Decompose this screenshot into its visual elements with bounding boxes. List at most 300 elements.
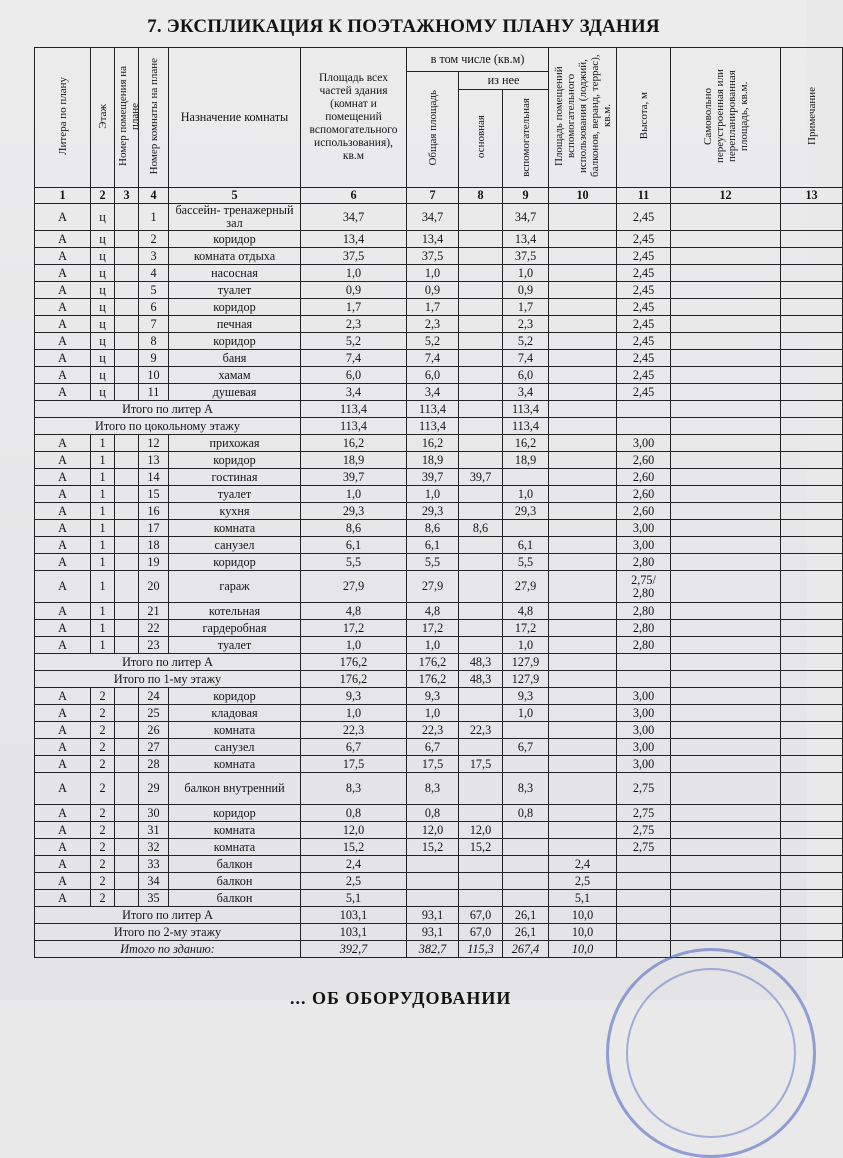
total-area: 176,2 (301, 654, 407, 671)
cell-aux-area: 17,2 (503, 620, 549, 637)
cell-floor: 1 (91, 520, 115, 537)
cell-main-area (459, 637, 503, 654)
cell-balcony-area (549, 722, 617, 739)
cell-general-area: 6,1 (407, 537, 459, 554)
total-unauthorized (671, 907, 781, 924)
cell-floor: 2 (91, 739, 115, 756)
cell-room-number: 34 (139, 873, 169, 890)
total-label: Итого по 2-му этажу (35, 924, 301, 941)
cell-note (781, 316, 843, 333)
cell-main-area (459, 204, 503, 231)
cell-unauthorized (671, 204, 781, 231)
cell-litera: А (35, 350, 91, 367)
cell-aux-area: 16,2 (503, 435, 549, 452)
cell-balcony-area (549, 637, 617, 654)
table-row (35, 537, 843, 554)
column-number: 2 (91, 188, 115, 204)
cell-balcony-area (549, 603, 617, 620)
cell-floor: ц (91, 299, 115, 316)
cell-area: 17,2 (301, 620, 407, 637)
column-number: 1 (35, 188, 91, 204)
cell-premise-number (115, 350, 139, 367)
cell-balcony-area (549, 620, 617, 637)
cell-premise-number (115, 316, 139, 333)
cell-premise-number (115, 839, 139, 856)
cell-floor: 2 (91, 839, 115, 856)
cell-area: 18,9 (301, 452, 407, 469)
cell-floor: 2 (91, 856, 115, 873)
cell-height: 3,00 (617, 520, 671, 537)
total-aux-area: 26,1 (503, 924, 549, 941)
cell-note (781, 554, 843, 571)
cell-room-purpose: балкон (169, 873, 301, 890)
cell-general-area: 5,2 (407, 333, 459, 350)
cell-height: 2,45 (617, 367, 671, 384)
header-main-area: основная (459, 90, 503, 188)
cell-floor: 1 (91, 537, 115, 554)
table-row (35, 620, 843, 637)
table-row (35, 333, 843, 350)
cell-room-number: 29 (139, 773, 169, 805)
total-balcony-area (549, 401, 617, 418)
cell-room-purpose: комната (169, 756, 301, 773)
cell-unauthorized (671, 435, 781, 452)
cell-premise-number (115, 265, 139, 282)
cell-note (781, 603, 843, 620)
total-unauthorized (671, 924, 781, 941)
cell-height: 2,75 (617, 822, 671, 839)
cell-unauthorized (671, 839, 781, 856)
total-height (617, 418, 671, 435)
total-note (781, 401, 843, 418)
total-main-area (459, 418, 503, 435)
cell-premise-number (115, 739, 139, 756)
cell-litera: А (35, 637, 91, 654)
cell-premise-number (115, 756, 139, 773)
table-row (35, 367, 843, 384)
cell-general-area: 27,9 (407, 571, 459, 603)
table-row (35, 856, 843, 873)
cell-main-area (459, 873, 503, 890)
total-unauthorized (671, 401, 781, 418)
cell-litera: А (35, 248, 91, 265)
total-general-area: 382,7 (407, 941, 459, 958)
cell-general-area: 1,0 (407, 705, 459, 722)
cell-height: 2,80 (617, 554, 671, 571)
table-row (35, 890, 843, 907)
cell-balcony-area (549, 839, 617, 856)
header-height: Высота, м (617, 48, 671, 188)
cell-height: 2,80 (617, 603, 671, 620)
cell-aux-area: 4,8 (503, 603, 549, 620)
cell-balcony-area (549, 486, 617, 503)
cell-floor: ц (91, 333, 115, 350)
cell-room-purpose: кладовая (169, 705, 301, 722)
cell-room-purpose: комната (169, 822, 301, 839)
cell-aux-area: 0,8 (503, 805, 549, 822)
table-row (35, 265, 843, 282)
cell-main-area (459, 503, 503, 520)
cell-premise-number (115, 503, 139, 520)
cell-room-purpose: коридор (169, 805, 301, 822)
total-aux-area: 127,9 (503, 654, 549, 671)
cell-area: 2,3 (301, 316, 407, 333)
total-height (617, 941, 671, 958)
cell-premise-number (115, 384, 139, 401)
cell-area: 4,8 (301, 603, 407, 620)
total-balcony-area (549, 671, 617, 688)
cell-room-purpose: комната (169, 839, 301, 856)
cell-unauthorized (671, 620, 781, 637)
cell-litera: А (35, 688, 91, 705)
cell-area: 9,3 (301, 688, 407, 705)
cell-note (781, 805, 843, 822)
cell-aux-area: 0,9 (503, 282, 549, 299)
table-row (35, 873, 843, 890)
cell-balcony-area (549, 469, 617, 486)
total-height (617, 654, 671, 671)
cell-general-area: 17,5 (407, 756, 459, 773)
cell-note (781, 722, 843, 739)
cell-premise-number (115, 520, 139, 537)
total-note (781, 671, 843, 688)
cell-unauthorized (671, 333, 781, 350)
cell-floor: ц (91, 316, 115, 333)
cell-litera: А (35, 299, 91, 316)
cell-unauthorized (671, 265, 781, 282)
cell-room-purpose: гараж (169, 571, 301, 603)
total-area: 392,7 (301, 941, 407, 958)
table-row (35, 350, 843, 367)
cell-main-area (459, 603, 503, 620)
total-aux-area: 127,9 (503, 671, 549, 688)
cell-room-number: 35 (139, 890, 169, 907)
cell-floor: 1 (91, 486, 115, 503)
cell-aux-area: 6,7 (503, 739, 549, 756)
cell-main-area (459, 282, 503, 299)
header-note: Примечание (781, 48, 843, 188)
cell-area: 6,0 (301, 367, 407, 384)
table-row (35, 722, 843, 739)
cell-litera: А (35, 756, 91, 773)
cell-premise-number (115, 299, 139, 316)
table-body (35, 204, 843, 958)
cell-balcony-area (549, 805, 617, 822)
cell-floor: 1 (91, 637, 115, 654)
cell-premise-number (115, 603, 139, 620)
cell-room-number: 16 (139, 503, 169, 520)
table-row (35, 469, 843, 486)
cell-aux-area: 6,0 (503, 367, 549, 384)
cell-height: 2,45 (617, 333, 671, 350)
total-balcony-area (549, 418, 617, 435)
cell-unauthorized (671, 722, 781, 739)
cell-main-area (459, 265, 503, 282)
cell-aux-area: 1,7 (503, 299, 549, 316)
cell-general-area: 8,3 (407, 773, 459, 805)
cell-litera: А (35, 469, 91, 486)
cell-general-area: 1,0 (407, 486, 459, 503)
total-area: 176,2 (301, 671, 407, 688)
cell-balcony-area (549, 299, 617, 316)
cell-premise-number (115, 722, 139, 739)
column-number: 12 (671, 188, 781, 204)
cell-balcony-area (549, 316, 617, 333)
cell-unauthorized (671, 554, 781, 571)
total-balcony-area: 10,0 (549, 924, 617, 941)
cell-room-purpose: коридор (169, 554, 301, 571)
table-row (35, 503, 843, 520)
cell-aux-area: 29,3 (503, 503, 549, 520)
total-label: Итого по литер А (35, 401, 301, 418)
cell-note (781, 688, 843, 705)
cell-floor: 2 (91, 873, 115, 890)
cell-premise-number (115, 204, 139, 231)
cell-general-area: 29,3 (407, 503, 459, 520)
table-row (35, 316, 843, 333)
column-number: 10 (549, 188, 617, 204)
cell-aux-area: 1,0 (503, 705, 549, 722)
cell-floor: 1 (91, 452, 115, 469)
cell-unauthorized (671, 248, 781, 265)
cell-floor: 1 (91, 503, 115, 520)
cell-height: 2,60 (617, 469, 671, 486)
cell-room-purpose: печная (169, 316, 301, 333)
cell-unauthorized (671, 316, 781, 333)
cell-balcony-area (549, 705, 617, 722)
cell-balcony-area: 2,4 (549, 856, 617, 873)
cell-aux-area (503, 520, 549, 537)
cell-room-purpose: бассейн- тренажерный зал (169, 204, 301, 231)
cell-premise-number (115, 469, 139, 486)
cell-room-number: 5 (139, 282, 169, 299)
cell-area: 37,5 (301, 248, 407, 265)
cell-floor: ц (91, 265, 115, 282)
cell-floor: 2 (91, 822, 115, 839)
cell-balcony-area: 2,5 (549, 873, 617, 890)
header-room-number: Номер комнаты на плане (139, 48, 169, 188)
cell-premise-number (115, 620, 139, 637)
cell-room-purpose: туалет (169, 637, 301, 654)
cell-general-area: 1,0 (407, 265, 459, 282)
cell-room-number: 15 (139, 486, 169, 503)
cell-room-number: 17 (139, 520, 169, 537)
cell-room-purpose: балкон внутренний (169, 773, 301, 805)
cell-floor: 1 (91, 571, 115, 603)
cell-general-area: 8,6 (407, 520, 459, 537)
total-row (35, 401, 843, 418)
cell-balcony-area (549, 204, 617, 231)
cell-general-area: 1,0 (407, 637, 459, 654)
cell-general-area: 2,3 (407, 316, 459, 333)
cell-litera: А (35, 435, 91, 452)
cell-balcony-area (549, 554, 617, 571)
cell-unauthorized (671, 571, 781, 603)
cell-general-area: 17,2 (407, 620, 459, 637)
total-note (781, 907, 843, 924)
cell-note (781, 452, 843, 469)
column-number: 7 (407, 188, 459, 204)
cell-height (617, 856, 671, 873)
cell-general-area: 12,0 (407, 822, 459, 839)
total-general-area: 176,2 (407, 671, 459, 688)
cell-general-area: 0,8 (407, 805, 459, 822)
cell-room-number: 3 (139, 248, 169, 265)
total-area: 103,1 (301, 924, 407, 941)
cell-main-area (459, 384, 503, 401)
cell-room-number: 14 (139, 469, 169, 486)
cell-unauthorized (671, 299, 781, 316)
cell-litera: А (35, 822, 91, 839)
cell-premise-number (115, 890, 139, 907)
cell-litera: А (35, 554, 91, 571)
cell-general-area: 39,7 (407, 469, 459, 486)
cell-room-purpose: котельная (169, 603, 301, 620)
cell-aux-area: 1,0 (503, 265, 549, 282)
cell-main-area (459, 773, 503, 805)
cell-room-number: 1 (139, 204, 169, 231)
cell-height: 2,45 (617, 316, 671, 333)
cell-litera: А (35, 620, 91, 637)
cell-balcony-area (549, 367, 617, 384)
cell-note (781, 503, 843, 520)
page-title: 7. ЭКСПЛИКАЦИЯ К ПОЭТАЖНОМУ ПЛАНУ ЗДАНИЯ (147, 16, 660, 37)
header-general-area: Общая площадь (407, 72, 459, 188)
cell-height: 2,60 (617, 452, 671, 469)
cell-height: 2,80 (617, 637, 671, 654)
total-main-area (459, 401, 503, 418)
cell-room-purpose: комната отдыха (169, 248, 301, 265)
cell-room-purpose: баня (169, 350, 301, 367)
cell-area: 8,6 (301, 520, 407, 537)
cell-room-number: 4 (139, 265, 169, 282)
cell-area: 1,0 (301, 486, 407, 503)
cell-litera: А (35, 384, 91, 401)
table-row (35, 571, 843, 603)
total-note (781, 418, 843, 435)
table-row (35, 486, 843, 503)
table-row (35, 756, 843, 773)
cell-aux-area: 7,4 (503, 350, 549, 367)
cell-premise-number (115, 282, 139, 299)
cell-main-area (459, 333, 503, 350)
column-number: 6 (301, 188, 407, 204)
cell-main-area (459, 350, 503, 367)
cell-area: 7,4 (301, 350, 407, 367)
cell-room-number: 11 (139, 384, 169, 401)
cell-height (617, 873, 671, 890)
cell-room-purpose: коридор (169, 231, 301, 248)
cell-room-number: 7 (139, 316, 169, 333)
total-height (617, 907, 671, 924)
total-area: 113,4 (301, 418, 407, 435)
cell-litera: А (35, 282, 91, 299)
cell-area: 15,2 (301, 839, 407, 856)
cell-height: 2,45 (617, 265, 671, 282)
cell-area: 1,0 (301, 265, 407, 282)
cell-unauthorized (671, 805, 781, 822)
cell-main-area (459, 452, 503, 469)
cell-note (781, 367, 843, 384)
cell-area: 12,0 (301, 822, 407, 839)
header-litera: Литера по плану (35, 48, 91, 188)
cell-room-number: 20 (139, 571, 169, 603)
total-aux-area: 26,1 (503, 907, 549, 924)
cell-premise-number (115, 705, 139, 722)
cell-room-purpose: душевая (169, 384, 301, 401)
cell-main-area (459, 435, 503, 452)
cell-general-area (407, 873, 459, 890)
cell-aux-area: 13,4 (503, 231, 549, 248)
cell-floor: ц (91, 282, 115, 299)
cell-general-area: 3,4 (407, 384, 459, 401)
cell-main-area (459, 805, 503, 822)
cell-balcony-area (549, 756, 617, 773)
cell-area: 2,5 (301, 873, 407, 890)
table-row (35, 299, 843, 316)
table-row (35, 204, 843, 231)
cell-unauthorized (671, 537, 781, 554)
cell-room-number: 30 (139, 805, 169, 822)
cell-general-area (407, 890, 459, 907)
cell-main-area (459, 316, 503, 333)
cell-area: 1,0 (301, 705, 407, 722)
cell-floor: ц (91, 384, 115, 401)
cell-room-number: 18 (139, 537, 169, 554)
cell-height: 3,00 (617, 705, 671, 722)
cell-unauthorized (671, 856, 781, 873)
cell-room-number: 26 (139, 722, 169, 739)
cell-premise-number (115, 537, 139, 554)
cell-floor: ц (91, 231, 115, 248)
cell-floor: 2 (91, 890, 115, 907)
header-including-group: в том числе (кв.м) (407, 48, 549, 72)
cell-general-area: 6,7 (407, 739, 459, 756)
cell-room-number: 25 (139, 705, 169, 722)
total-aux-area: 113,4 (503, 418, 549, 435)
cell-note (781, 890, 843, 907)
cell-balcony-area (549, 520, 617, 537)
cell-note (781, 571, 843, 603)
cell-unauthorized (671, 520, 781, 537)
cell-aux-area (503, 839, 549, 856)
cell-balcony-area (549, 248, 617, 265)
total-note (781, 654, 843, 671)
total-label: Итого по зданию: (35, 941, 301, 958)
cell-main-area (459, 299, 503, 316)
cell-main-area (459, 705, 503, 722)
column-number: 3 (115, 188, 139, 204)
cell-unauthorized (671, 890, 781, 907)
cell-area: 6,7 (301, 739, 407, 756)
cell-aux-area (503, 756, 549, 773)
cell-room-purpose: санузел (169, 537, 301, 554)
cell-height: 2,45 (617, 282, 671, 299)
cell-aux-area (503, 856, 549, 873)
cell-premise-number (115, 571, 139, 603)
stamp-seal-inner (626, 968, 796, 1138)
cell-litera: А (35, 856, 91, 873)
cell-note (781, 822, 843, 839)
cell-balcony-area (549, 739, 617, 756)
cell-room-purpose: туалет (169, 486, 301, 503)
column-number: 5 (169, 188, 301, 204)
table-row (35, 705, 843, 722)
cell-note (781, 839, 843, 856)
cell-note (781, 469, 843, 486)
cell-premise-number (115, 805, 139, 822)
cell-balcony-area (549, 435, 617, 452)
